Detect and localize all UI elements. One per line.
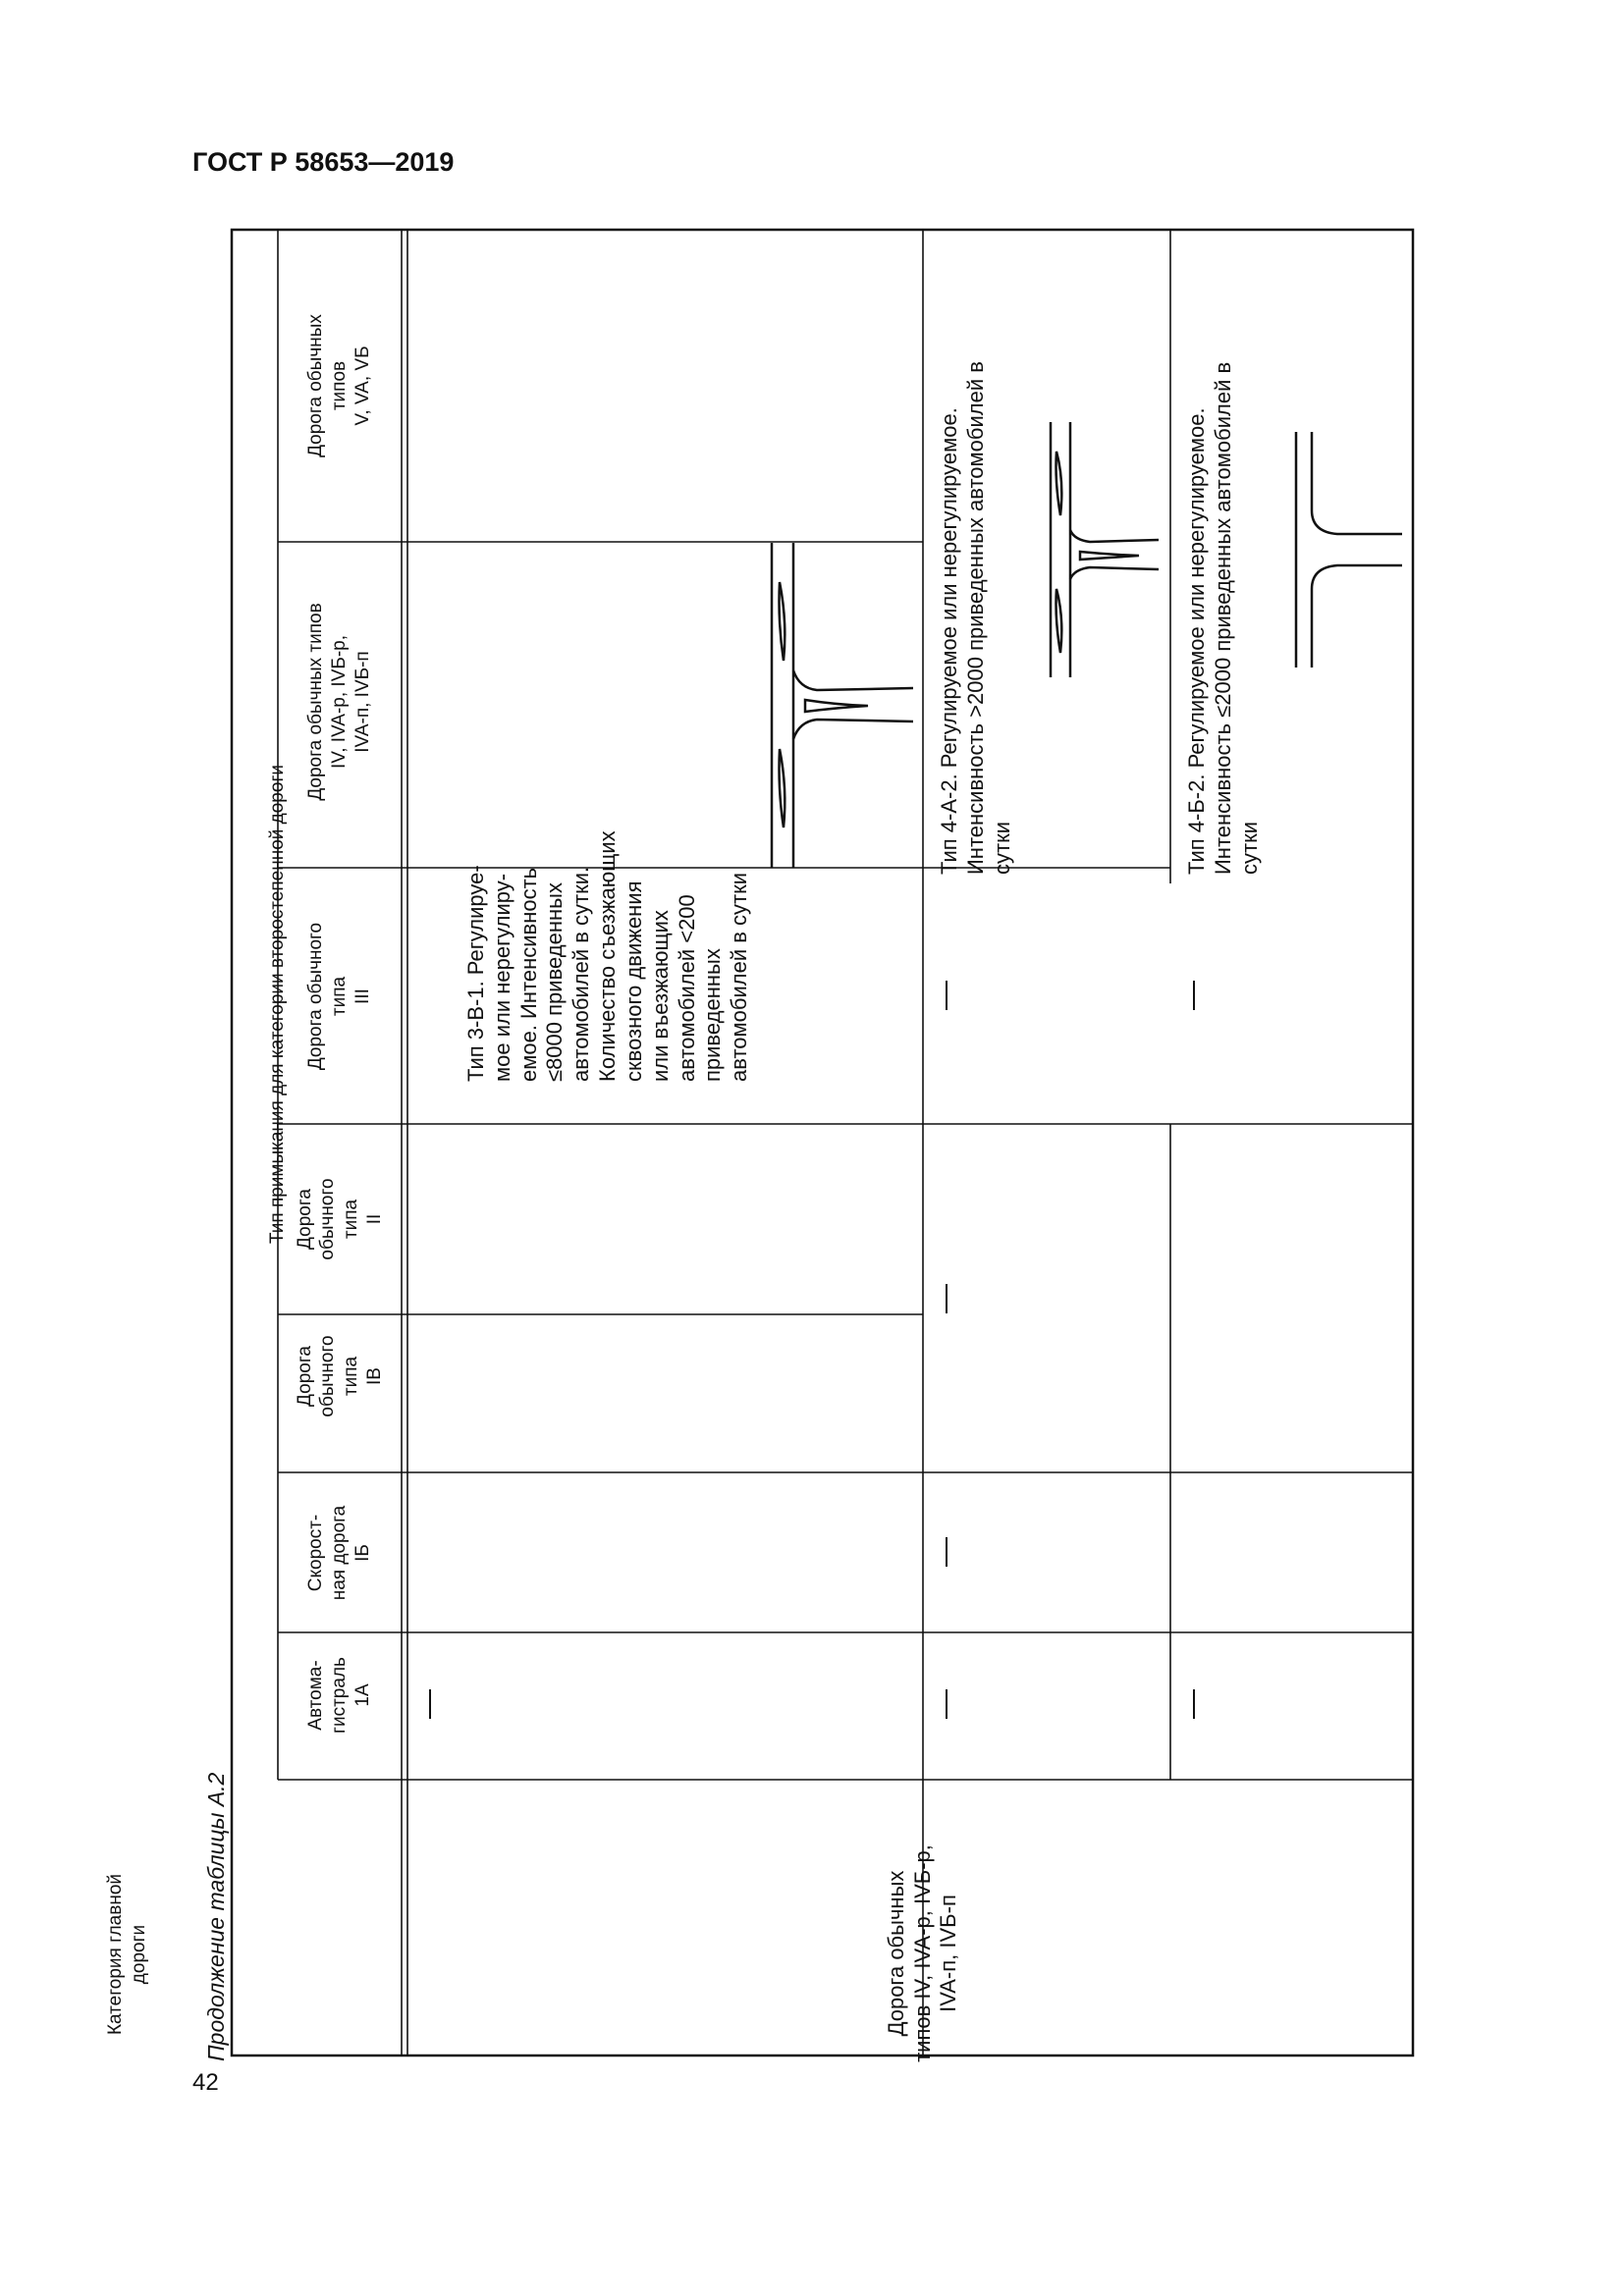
junction-4-b-2-diagram bbox=[1286, 432, 1404, 667]
cell-dash bbox=[1193, 1689, 1195, 1719]
page-number: 42 bbox=[192, 2069, 219, 2096]
header-col-ordinary-ii: Дорога обычного типа II bbox=[294, 1178, 385, 1260]
row3-junction-4-b-2-text: Тип 4-Б-2. Регулируемое или нерегулируемое. Интенсивность ≤2000 приведенных автомобилей в сутки bbox=[1184, 361, 1262, 875]
document-code: ГОСТ Р 58653—2019 bbox=[192, 147, 455, 177]
row2-junction-4-a-2-text: Тип 4-А-2. Регулируемое или нерегулируемое. Интенсивность >2000 приведенных автомобилей в сутки bbox=[937, 361, 1014, 875]
cell-dash bbox=[946, 1537, 947, 1567]
cell-dash bbox=[946, 1284, 947, 1313]
cell-dash bbox=[429, 1689, 431, 1719]
junction-3-v-1-diagram bbox=[758, 543, 925, 868]
row1-junction-3-v-1-text: Тип 3-В-1. Регулируе- мое или нерегулиру- емое. Интенсивность ≤8000 приведенных автомобилей в сутки. Количество съезжающих сквозного движения или въезжающих автомобилей <200 приведенных автомобилей в сутки bbox=[463, 830, 752, 1082]
header-col-ordinary-iii: Дорога обычного типа III bbox=[305, 922, 373, 1071]
table-caption: Продолжение таблицы А.2 bbox=[203, 1772, 229, 2061]
cell-dash bbox=[946, 981, 947, 1010]
cell-dash bbox=[946, 1689, 947, 1719]
row2-main-road-category: Дорога обычных типов IV, IVA-р, IVБ-р, IVA-п, IVБ-п bbox=[883, 1844, 961, 2062]
header-col-ordinary-v: Дорога обычных типов V, VA, VБ bbox=[305, 314, 373, 457]
cell-dash bbox=[1193, 981, 1195, 1010]
header-col-ordinary-iv: Дорога обычного типа IВ bbox=[294, 1335, 385, 1417]
header-secondary-road-group: Тип примыкания для категории второстепенной дороги bbox=[267, 765, 289, 1244]
header-col-motorway-1a: Автома- гистраль 1А bbox=[305, 1657, 373, 1734]
header-col-expressway-ib: Скорост- ная дорога IБ bbox=[305, 1505, 373, 1601]
header-col-ordinary-iv-iva: Дорога обычных типов IV, IVA-р, IVБ-р, IVA-п, IVБ-п bbox=[305, 603, 373, 801]
header-main-road-category: Категория главной дороги bbox=[105, 1873, 149, 2036]
junction-4-a-2-diagram bbox=[1041, 422, 1168, 677]
